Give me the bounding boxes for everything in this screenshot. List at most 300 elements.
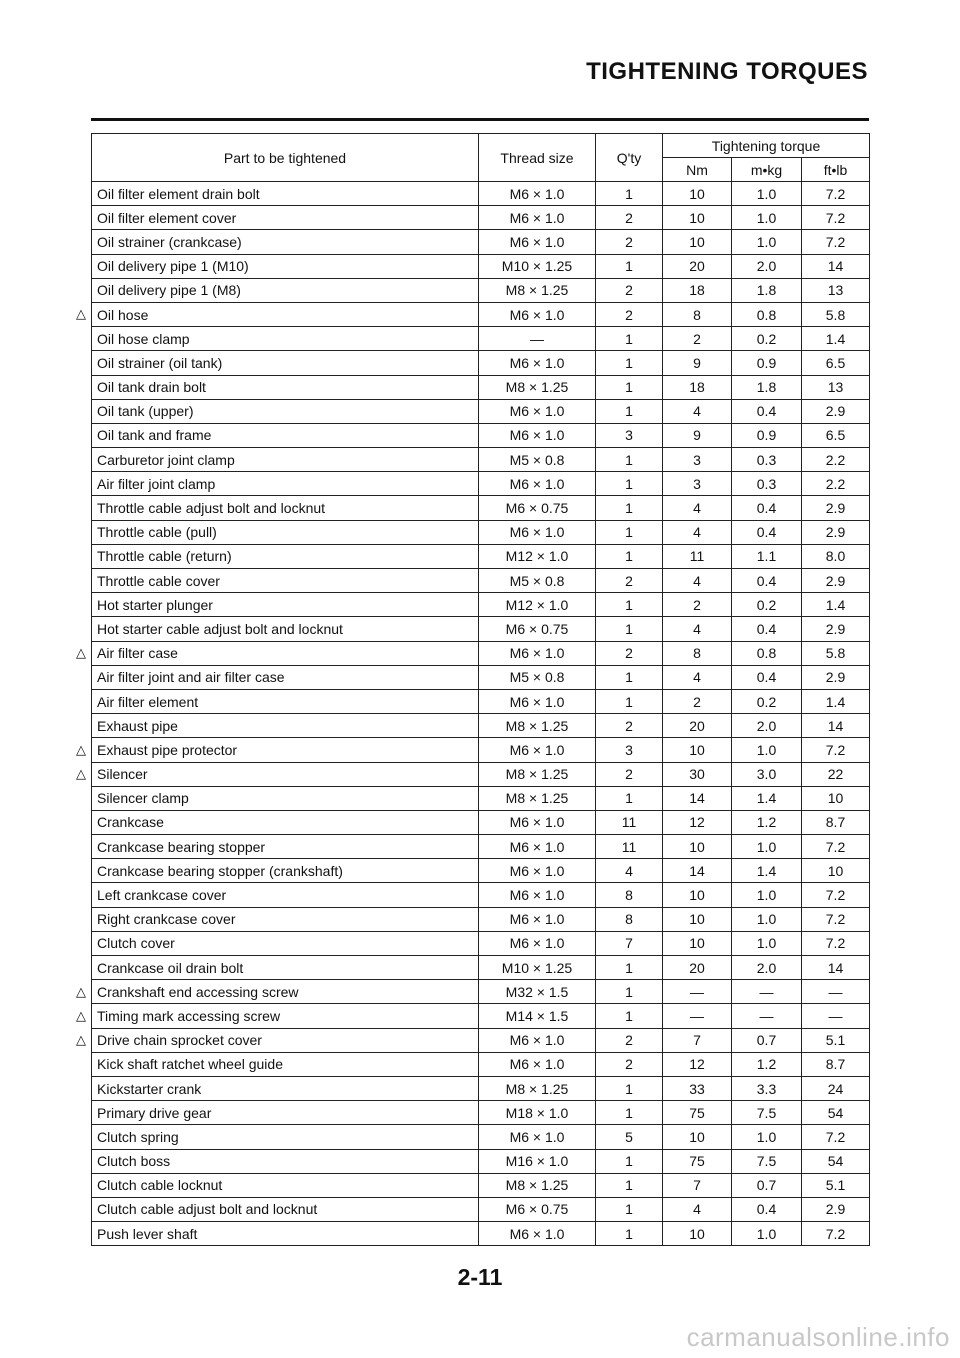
nm-cell: 2 [663, 689, 732, 713]
nm-cell: 33 [663, 1076, 732, 1100]
nm-cell: 10 [663, 206, 732, 230]
nm-cell: 75 [663, 1149, 732, 1173]
header-part: Part to be tightened [92, 134, 479, 182]
qty-cell: 1 [596, 375, 663, 399]
header-ftlb: ft•lb [802, 158, 870, 182]
ftlb-cell: 8.7 [802, 810, 870, 834]
nm-cell: 4 [663, 569, 732, 593]
ftlb-cell: 8.7 [802, 1052, 870, 1076]
table-row [92, 1004, 870, 1028]
ftlb-cell: 1.4 [802, 327, 870, 351]
nm-cell: 10 [663, 931, 732, 955]
part-cell: Throttle cable (return) [92, 544, 479, 568]
header-thread-size: Thread size [479, 134, 596, 182]
part-cell: Throttle cable (pull) [92, 520, 479, 544]
qty-cell: 5 [596, 1125, 663, 1149]
thread-size-cell: M5 × 0.8 [479, 448, 596, 472]
ftlb-cell: 14 [802, 956, 870, 980]
mkg-cell: 0.7 [732, 1028, 802, 1052]
table-row [92, 399, 870, 423]
table-row [92, 762, 870, 786]
table-row [92, 1052, 870, 1076]
thread-size-cell: M6 × 1.0 [479, 835, 596, 859]
thread-size-cell: M6 × 0.75 [479, 496, 596, 520]
ftlb-cell: 2.9 [802, 665, 870, 689]
table-row [92, 665, 870, 689]
qty-cell: 11 [596, 810, 663, 834]
thread-size-cell: M8 × 1.25 [479, 762, 596, 786]
nm-cell: 3 [663, 448, 732, 472]
nm-cell: 20 [663, 714, 732, 738]
nm-cell: 10 [663, 1125, 732, 1149]
table-body [92, 182, 870, 1246]
part-cell: Hot starter cable adjust bolt and locknut [92, 617, 479, 641]
thread-size-cell: M6 × 1.0 [479, 230, 596, 254]
mkg-cell: 1.0 [732, 835, 802, 859]
page-title: TIGHTENING TORQUES [586, 58, 868, 85]
table-row [92, 1125, 870, 1149]
qty-cell: 2 [596, 1028, 663, 1052]
nm-cell: 14 [663, 786, 732, 810]
mkg-cell: 7.5 [732, 1101, 802, 1125]
mkg-cell: 1.0 [732, 1222, 802, 1246]
nm-cell: 12 [663, 810, 732, 834]
part-cell: Throttle cable adjust bolt and locknut [92, 496, 479, 520]
table-row [92, 1101, 870, 1125]
part-cell: Oil filter element drain bolt [92, 182, 479, 206]
table-row [92, 956, 870, 980]
mkg-cell: 1.0 [732, 230, 802, 254]
header-mkg: m•kg [732, 158, 802, 182]
mkg-cell: 1.4 [732, 786, 802, 810]
part-cell: Throttle cable cover [92, 569, 479, 593]
table-row [92, 617, 870, 641]
qty-cell: 1 [596, 520, 663, 544]
thread-size-cell: M5 × 0.8 [479, 665, 596, 689]
header-qty: Q'ty [596, 134, 663, 182]
table-row [92, 907, 870, 931]
ftlb-cell: 10 [802, 786, 870, 810]
table-row [92, 520, 870, 544]
thread-size-cell: M6 × 0.75 [479, 1197, 596, 1221]
ftlb-cell: — [802, 1004, 870, 1028]
ftlb-cell: 6.5 [802, 423, 870, 447]
qty-cell: 1 [596, 448, 663, 472]
qty-cell: 2 [596, 762, 663, 786]
qty-cell: 8 [596, 907, 663, 931]
part-cell: Drive chain sprocket cover [92, 1028, 479, 1052]
ftlb-cell: 7.2 [802, 1222, 870, 1246]
table-row [92, 1197, 870, 1221]
part-cell: Oil filter element cover [92, 206, 479, 230]
ftlb-cell: 2.9 [802, 399, 870, 423]
header-nm: Nm [663, 158, 732, 182]
ftlb-cell: 1.4 [802, 689, 870, 713]
mkg-cell: 1.0 [732, 206, 802, 230]
mkg-cell: 0.4 [732, 569, 802, 593]
qty-cell: 1 [596, 956, 663, 980]
table-row [92, 1076, 870, 1100]
table-row [92, 931, 870, 955]
mkg-cell: 0.4 [732, 496, 802, 520]
qty-cell: 2 [596, 714, 663, 738]
table-row [92, 423, 870, 447]
thread-size-cell: M6 × 1.0 [479, 399, 596, 423]
thread-size-cell: M10 × 1.25 [479, 956, 596, 980]
mkg-cell: 1.0 [732, 182, 802, 206]
ftlb-cell: 54 [802, 1101, 870, 1125]
nm-cell: 8 [663, 302, 732, 326]
ftlb-cell: 14 [802, 254, 870, 278]
mkg-cell: 2.0 [732, 956, 802, 980]
qty-cell: 3 [596, 738, 663, 762]
mkg-cell: 0.3 [732, 472, 802, 496]
qty-cell: 1 [596, 254, 663, 278]
part-cell: Oil hose clamp [92, 327, 479, 351]
qty-cell: 2 [596, 278, 663, 302]
ftlb-cell: 2.9 [802, 520, 870, 544]
part-cell: Crankcase [92, 810, 479, 834]
ftlb-cell: 13 [802, 278, 870, 302]
ftlb-cell: 2.2 [802, 448, 870, 472]
qty-cell: 1 [596, 1222, 663, 1246]
nm-cell: 20 [663, 956, 732, 980]
table-row [92, 786, 870, 810]
thread-size-cell: M8 × 1.25 [479, 375, 596, 399]
part-cell: Primary drive gear [92, 1101, 479, 1125]
header-tightening-torque: Tightening torque [663, 134, 870, 158]
table-row [92, 1173, 870, 1197]
thread-size-cell: M6 × 0.75 [479, 617, 596, 641]
mkg-cell: 1.0 [732, 738, 802, 762]
ftlb-cell: 13 [802, 375, 870, 399]
mkg-cell: 2.0 [732, 714, 802, 738]
mkg-cell: 0.9 [732, 351, 802, 375]
mkg-cell: 0.7 [732, 1173, 802, 1197]
part-cell: Clutch cable locknut [92, 1173, 479, 1197]
thread-size-cell: M5 × 0.8 [479, 569, 596, 593]
page-number: 2-11 [457, 1264, 503, 1290]
table-row [92, 569, 870, 593]
qty-cell: 3 [596, 423, 663, 447]
nm-cell: 8 [663, 641, 732, 665]
qty-cell: 1 [596, 1004, 663, 1028]
nm-cell: 7 [663, 1173, 732, 1197]
part-cell: Oil delivery pipe 1 (M10) [92, 254, 479, 278]
ftlb-cell: — [802, 980, 870, 1004]
nm-cell: 3 [663, 472, 732, 496]
qty-cell: 2 [596, 641, 663, 665]
ftlb-cell: 7.2 [802, 883, 870, 907]
nm-cell: 75 [663, 1101, 732, 1125]
thread-size-cell: M18 × 1.0 [479, 1101, 596, 1125]
part-cell: Timing mark accessing screw [92, 1004, 479, 1028]
nm-cell: 10 [663, 907, 732, 931]
mkg-cell: 0.8 [732, 641, 802, 665]
table-row [92, 278, 870, 302]
ftlb-cell: 2.9 [802, 496, 870, 520]
thread-size-cell: M6 × 1.0 [479, 1052, 596, 1076]
table-row [92, 980, 870, 1004]
table-row [92, 375, 870, 399]
part-cell: Oil tank and frame [92, 423, 479, 447]
part-cell: Oil delivery pipe 1 (M8) [92, 278, 479, 302]
nm-cell: 10 [663, 835, 732, 859]
thread-size-cell: M16 × 1.0 [479, 1149, 596, 1173]
qty-cell: 8 [596, 883, 663, 907]
mkg-cell: — [732, 1004, 802, 1028]
qty-cell: 1 [596, 496, 663, 520]
ftlb-cell: 7.2 [802, 206, 870, 230]
thread-size-cell: M6 × 1.0 [479, 182, 596, 206]
nm-cell: 4 [663, 665, 732, 689]
ftlb-cell: 2.9 [802, 569, 870, 593]
part-cell: Clutch cable adjust bolt and locknut [92, 1197, 479, 1221]
thread-size-cell: M10 × 1.25 [479, 254, 596, 278]
nm-cell: 30 [663, 762, 732, 786]
table-row [92, 448, 870, 472]
thread-size-cell: M14 × 1.5 [479, 1004, 596, 1028]
mkg-cell: 1.8 [732, 375, 802, 399]
thread-size-cell: M32 × 1.5 [479, 980, 596, 1004]
table-row [92, 1149, 870, 1173]
warning-mark-icon: △ [76, 983, 86, 999]
mkg-cell: 0.4 [732, 1197, 802, 1221]
ftlb-cell: 6.5 [802, 351, 870, 375]
part-cell: Oil hose [92, 302, 479, 326]
ftlb-cell: 10 [802, 859, 870, 883]
ftlb-cell: 14 [802, 714, 870, 738]
ftlb-cell: 7.2 [802, 182, 870, 206]
qty-cell: 7 [596, 931, 663, 955]
mkg-cell: — [732, 980, 802, 1004]
nm-cell: 10 [663, 1222, 732, 1246]
thread-size-cell: M6 × 1.0 [479, 520, 596, 544]
thread-size-cell: M8 × 1.25 [479, 786, 596, 810]
mkg-cell: 1.8 [732, 278, 802, 302]
thread-size-cell: M6 × 1.0 [479, 1028, 596, 1052]
table-row [92, 206, 870, 230]
table-row [92, 327, 870, 351]
mkg-cell: 1.1 [732, 544, 802, 568]
table-row [92, 593, 870, 617]
mkg-cell: 1.0 [732, 907, 802, 931]
qty-cell: 2 [596, 230, 663, 254]
qty-cell: 1 [596, 980, 663, 1004]
qty-cell: 1 [596, 182, 663, 206]
nm-cell: 4 [663, 520, 732, 544]
nm-cell: 18 [663, 375, 732, 399]
part-cell: Crankcase bearing stopper [92, 835, 479, 859]
nm-cell: 4 [663, 617, 732, 641]
part-cell: Air filter joint and air filter case [92, 665, 479, 689]
nm-cell: 10 [663, 182, 732, 206]
thread-size-cell: M6 × 1.0 [479, 810, 596, 834]
qty-cell: 4 [596, 859, 663, 883]
title-divider [91, 118, 869, 121]
table-row [92, 472, 870, 496]
ftlb-cell: 7.2 [802, 738, 870, 762]
nm-cell: 12 [663, 1052, 732, 1076]
qty-cell: 1 [596, 1149, 663, 1173]
qty-cell: 1 [596, 786, 663, 810]
part-cell: Air filter element [92, 689, 479, 713]
part-cell: Crankcase bearing stopper (crankshaft) [92, 859, 479, 883]
part-cell: Air filter case [92, 641, 479, 665]
part-cell: Silencer [92, 762, 479, 786]
qty-cell: 1 [596, 617, 663, 641]
table-row [92, 1028, 870, 1052]
thread-size-cell: M6 × 1.0 [479, 931, 596, 955]
watermark: carmanualsonline.info [686, 1322, 950, 1352]
qty-cell: 2 [596, 569, 663, 593]
warning-mark-icon: △ [76, 306, 86, 322]
ftlb-cell: 5.1 [802, 1173, 870, 1197]
table-row [92, 254, 870, 278]
nm-cell: 10 [663, 883, 732, 907]
nm-cell: 2 [663, 327, 732, 351]
mkg-cell: 1.0 [732, 883, 802, 907]
ftlb-cell: 7.2 [802, 931, 870, 955]
ftlb-cell: 54 [802, 1149, 870, 1173]
nm-cell: 11 [663, 544, 732, 568]
nm-cell: 9 [663, 351, 732, 375]
thread-size-cell: M6 × 1.0 [479, 206, 596, 230]
part-cell: Exhaust pipe protector [92, 738, 479, 762]
mkg-cell: 0.9 [732, 423, 802, 447]
qty-cell: 1 [596, 351, 663, 375]
torque-table [91, 133, 870, 1246]
qty-cell: 1 [596, 689, 663, 713]
table-row [92, 883, 870, 907]
part-cell: Left crankcase cover [92, 883, 479, 907]
mkg-cell: 0.2 [732, 327, 802, 351]
nm-cell: 4 [663, 496, 732, 520]
mkg-cell: 1.2 [732, 1052, 802, 1076]
qty-cell: 1 [596, 593, 663, 617]
warning-mark-icon: △ [76, 645, 86, 661]
thread-size-cell: M8 × 1.25 [479, 714, 596, 738]
ftlb-cell: 2.9 [802, 617, 870, 641]
part-cell: Silencer clamp [92, 786, 479, 810]
table-row [92, 351, 870, 375]
table-row [92, 835, 870, 859]
thread-size-cell: M6 × 1.0 [479, 738, 596, 762]
table-row [92, 689, 870, 713]
table-row [92, 496, 870, 520]
part-cell: Oil tank (upper) [92, 399, 479, 423]
ftlb-cell: 24 [802, 1076, 870, 1100]
thread-size-cell: M6 × 1.0 [479, 689, 596, 713]
mkg-cell: 0.4 [732, 520, 802, 544]
mkg-cell: 3.3 [732, 1076, 802, 1100]
part-cell: Push lever shaft [92, 1222, 479, 1246]
table-row [92, 544, 870, 568]
thread-size-cell: M6 × 1.0 [479, 472, 596, 496]
qty-cell: 1 [596, 1197, 663, 1221]
mkg-cell: 0.2 [732, 593, 802, 617]
thread-size-cell: M6 × 1.0 [479, 883, 596, 907]
ftlb-cell: 1.4 [802, 593, 870, 617]
thread-size-cell: M12 × 1.0 [479, 544, 596, 568]
table-row [92, 714, 870, 738]
table-row [92, 182, 870, 206]
part-cell: Clutch cover [92, 931, 479, 955]
qty-cell: 1 [596, 665, 663, 689]
qty-cell: 1 [596, 1101, 663, 1125]
thread-size-cell: M8 × 1.25 [479, 1076, 596, 1100]
ftlb-cell: 2.2 [802, 472, 870, 496]
thread-size-cell: M8 × 1.25 [479, 278, 596, 302]
part-cell: Clutch spring [92, 1125, 479, 1149]
nm-cell: 20 [663, 254, 732, 278]
mkg-cell: 3.0 [732, 762, 802, 786]
ftlb-cell: 8.0 [802, 544, 870, 568]
mkg-cell: 2.0 [732, 254, 802, 278]
thread-size-cell: M6 × 1.0 [479, 1125, 596, 1149]
thread-size-cell: M6 × 1.0 [479, 351, 596, 375]
thread-size-cell: M6 × 1.0 [479, 423, 596, 447]
part-cell: Crankcase oil drain bolt [92, 956, 479, 980]
qty-cell: 1 [596, 1076, 663, 1100]
part-cell: Oil tank drain bolt [92, 375, 479, 399]
mkg-cell: 7.5 [732, 1149, 802, 1173]
part-cell: Exhaust pipe [92, 714, 479, 738]
nm-cell: 14 [663, 859, 732, 883]
part-cell: Kick shaft ratchet wheel guide [92, 1052, 479, 1076]
thread-size-cell: M6 × 1.0 [479, 1222, 596, 1246]
table-row [92, 1222, 870, 1246]
ftlb-cell: 5.1 [802, 1028, 870, 1052]
mkg-cell: 0.3 [732, 448, 802, 472]
table-row [92, 230, 870, 254]
part-cell: Oil strainer (crankcase) [92, 230, 479, 254]
qty-cell: 2 [596, 1052, 663, 1076]
thread-size-cell: M12 × 1.0 [479, 593, 596, 617]
nm-cell: 10 [663, 230, 732, 254]
part-cell: Kickstarter crank [92, 1076, 479, 1100]
part-cell: Hot starter plunger [92, 593, 479, 617]
mkg-cell: 0.4 [732, 617, 802, 641]
part-cell: Oil strainer (oil tank) [92, 351, 479, 375]
table-header [92, 134, 870, 182]
thread-size-cell: — [479, 327, 596, 351]
qty-cell: 2 [596, 302, 663, 326]
nm-cell: — [663, 980, 732, 1004]
mkg-cell: 1.4 [732, 859, 802, 883]
table-row [92, 810, 870, 834]
nm-cell: — [663, 1004, 732, 1028]
qty-cell: 11 [596, 835, 663, 859]
nm-cell: 4 [663, 1197, 732, 1221]
ftlb-cell: 5.8 [802, 302, 870, 326]
ftlb-cell: 2.9 [802, 1197, 870, 1221]
warning-mark-icon: △ [76, 1007, 86, 1023]
mkg-cell: 1.0 [732, 1125, 802, 1149]
warning-mark-icon: △ [76, 741, 86, 757]
part-cell: Air filter joint clamp [92, 472, 479, 496]
nm-cell: 2 [663, 593, 732, 617]
qty-cell: 1 [596, 399, 663, 423]
ftlb-cell: 7.2 [802, 230, 870, 254]
table-row [92, 641, 870, 665]
nm-cell: 9 [663, 423, 732, 447]
thread-size-cell: M6 × 1.0 [479, 907, 596, 931]
mkg-cell: 1.0 [732, 931, 802, 955]
ftlb-cell: 7.2 [802, 835, 870, 859]
thread-size-cell: M8 × 1.25 [479, 1173, 596, 1197]
warning-mark-icon: △ [76, 1032, 86, 1048]
